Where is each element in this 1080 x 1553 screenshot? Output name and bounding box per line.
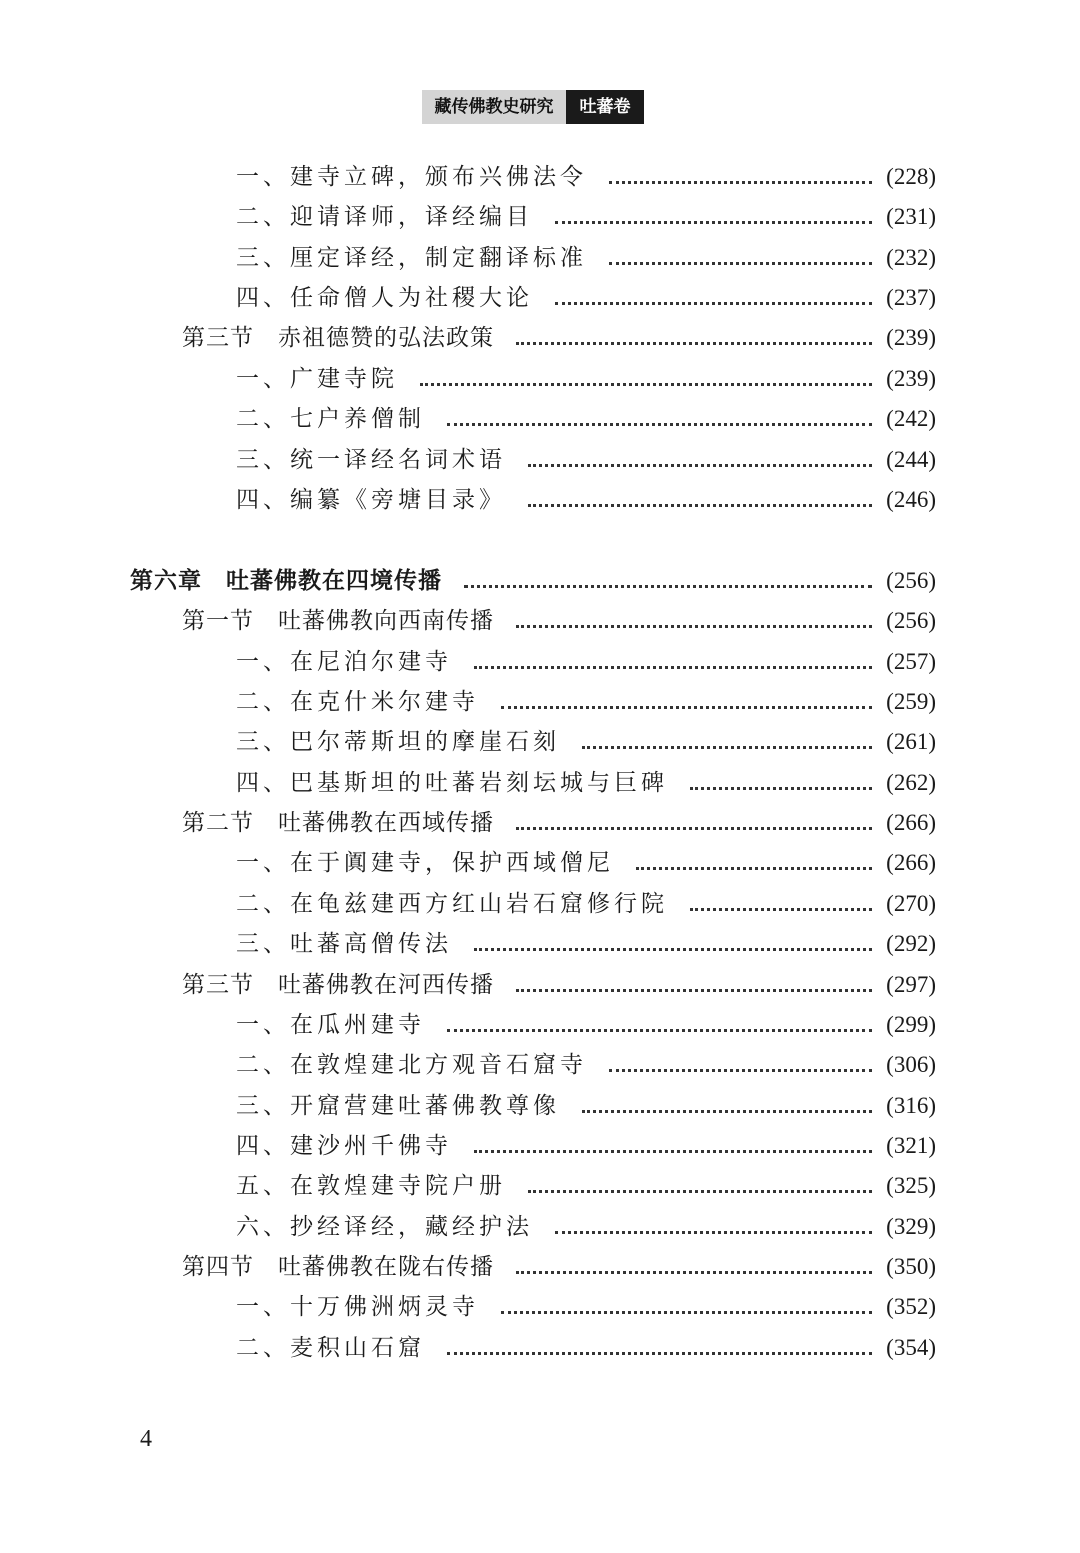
toc-subsection: [236, 445, 936, 475]
toc-entry-page: (239): [886, 366, 936, 391]
toc-subsection: [236, 1333, 936, 1363]
toc-subsection: [236, 1091, 936, 1121]
dot-leader: [447, 1029, 872, 1032]
toc-entry-title: 二、七户养僧制: [236, 406, 425, 432]
toc-section: [182, 323, 936, 353]
running-header: [422, 90, 644, 124]
toc-subsection: [236, 485, 936, 515]
toc-subsection: [236, 364, 936, 394]
toc-entry-title: 一、建寺立碑，颁布兴佛法令: [236, 164, 587, 190]
toc-subsection: [236, 768, 936, 798]
toc-section: [182, 970, 936, 1000]
toc-entry-page: (259): [886, 689, 936, 714]
toc-section: [182, 606, 936, 636]
dot-leader: [420, 383, 872, 386]
toc-entry-title: 四、巴基斯坦的吐蕃岩刻坛城与巨碑: [236, 770, 668, 796]
toc-subsection: [236, 243, 936, 273]
toc-entry-title: 四、编纂《旁塘目录》: [236, 487, 506, 513]
toc-entry-page: (257): [886, 649, 936, 674]
toc-entry-page: (350): [886, 1254, 936, 1279]
toc-subsection: [236, 202, 936, 232]
toc-entry-title: 一、广建寺院: [236, 366, 398, 392]
toc-entry-page: (316): [886, 1093, 936, 1118]
dot-leader: [474, 666, 872, 669]
toc-entry-page: (270): [886, 891, 936, 916]
toc-entry-title: 五、在敦煌建寺院户册: [236, 1173, 506, 1199]
dot-leader: [464, 585, 872, 588]
toc-subsection: [236, 1212, 936, 1242]
dot-leader: [636, 867, 872, 870]
toc-subsection: [236, 687, 936, 717]
toc-entry-page: (299): [886, 1012, 936, 1037]
dot-leader: [474, 948, 872, 951]
dot-leader: [516, 1271, 872, 1274]
toc-entry-title: 三、巴尔蒂斯坦的摩崖石刻: [236, 729, 560, 755]
toc-subsection: [236, 727, 936, 757]
dot-leader: [501, 706, 872, 709]
dot-leader: [690, 908, 872, 911]
toc-entry-page: (232): [886, 245, 936, 270]
toc-entry-title: 第三节 吐蕃佛教在河西传播: [182, 972, 494, 998]
page-number: 4: [140, 1426, 152, 1452]
toc-subsection: [236, 1010, 936, 1040]
toc-entry-page: (321): [886, 1133, 936, 1158]
dot-leader: [609, 262, 872, 265]
dot-leader: [447, 423, 872, 426]
toc-chapter: [130, 566, 936, 596]
toc-entry-title: 一、在瓜州建寺: [236, 1012, 425, 1038]
dot-leader: [447, 1352, 872, 1355]
toc-subsection: [236, 1050, 936, 1080]
toc-entry-title: 三、统一译经名词术语: [236, 447, 506, 473]
toc-entry-page: (256): [886, 568, 936, 593]
dot-leader: [582, 1110, 872, 1113]
toc-entry-page: (239): [886, 325, 936, 350]
toc-subsection: [236, 1292, 936, 1322]
book-title: 藏传佛教史研究: [422, 90, 566, 124]
toc-entry-page: (292): [886, 931, 936, 956]
toc-entry-page: (325): [886, 1173, 936, 1198]
dot-leader: [609, 1069, 872, 1072]
toc-entry-page: (354): [886, 1335, 936, 1360]
toc-entry-title: 三、吐蕃高僧传法: [236, 931, 452, 957]
volume-title: 吐蕃卷: [566, 90, 644, 124]
toc-entry-title: 四、建沙州千佛寺: [236, 1133, 452, 1159]
toc-subsection: [236, 1171, 936, 1201]
toc-entry-title: 第一节 吐蕃佛教向西南传播: [182, 608, 494, 634]
toc-entry-title: 二、麦积山石窟: [236, 1335, 425, 1361]
dot-leader: [474, 1150, 872, 1153]
toc-entry-page: (266): [886, 810, 936, 835]
toc-section: [182, 1252, 936, 1282]
toc-subsection: [236, 162, 936, 192]
toc-entry-page: (237): [886, 285, 936, 310]
dot-leader: [516, 342, 872, 345]
dot-leader: [516, 989, 872, 992]
toc-entry-page: (228): [886, 164, 936, 189]
toc-entry-page: (244): [886, 447, 936, 472]
dot-leader: [528, 1190, 872, 1193]
dot-leader: [528, 504, 872, 507]
dot-leader: [609, 181, 872, 184]
toc-subsection: [236, 1131, 936, 1161]
toc-subsection: [236, 647, 936, 677]
dot-leader: [516, 625, 872, 628]
toc-entry-title: 一、在于阗建寺，保护西域僧尼: [236, 850, 614, 876]
toc-entry-title: 二、迎请译师，译经编目: [236, 204, 533, 230]
toc-entry-page: (256): [886, 608, 936, 633]
toc-entry-title: 一、十万佛洲炳灵寺: [236, 1294, 479, 1320]
toc-entry-page: (246): [886, 487, 936, 512]
dot-leader: [582, 746, 872, 749]
toc-entry-page: (266): [886, 850, 936, 875]
toc-subsection: [236, 283, 936, 313]
toc-entry-page: (329): [886, 1214, 936, 1239]
toc-entry-title: 四、任命僧人为社稷大论: [236, 285, 533, 311]
toc-subsection: [236, 404, 936, 434]
toc-entry-title: 一、在尼泊尔建寺: [236, 649, 452, 675]
toc-entry-title: 三、厘定译经，制定翻译标准: [236, 245, 587, 271]
toc-subsection: [236, 889, 936, 919]
toc-entry-page: (261): [886, 729, 936, 754]
toc-entry-page: (242): [886, 406, 936, 431]
dot-leader: [555, 221, 872, 224]
toc-entry-page: (306): [886, 1052, 936, 1077]
toc-entry-title: 第六章 吐蕃佛教在四境传播: [130, 568, 442, 594]
toc-entry-title: 第三节 赤祖德赞的弘法政策: [182, 325, 494, 351]
toc-entry-page: (297): [886, 972, 936, 997]
toc-entry-title: 三、开窟营建吐蕃佛教尊像: [236, 1093, 560, 1119]
dot-leader: [690, 787, 872, 790]
dot-leader: [516, 827, 872, 830]
dot-leader: [555, 1231, 872, 1234]
toc-entry-title: 二、在克什米尔建寺: [236, 689, 479, 715]
dot-leader: [501, 1311, 872, 1314]
toc-entry-page: (231): [886, 204, 936, 229]
toc-entry-page: (352): [886, 1294, 936, 1319]
toc-subsection: [236, 848, 936, 878]
dot-leader: [555, 302, 872, 305]
toc-entry-title: 第四节 吐蕃佛教在陇右传播: [182, 1254, 494, 1280]
dot-leader: [528, 464, 872, 467]
toc-section: [182, 808, 936, 838]
toc-entry-page: (262): [886, 770, 936, 795]
toc-entry-title: 第二节 吐蕃佛教在西域传播: [182, 810, 494, 836]
toc-entry-title: 六、抄经译经，藏经护法: [236, 1214, 533, 1240]
toc-subsection: [236, 929, 936, 959]
toc-entry-title: 二、在龟兹建西方红山岩石窟修行院: [236, 891, 668, 917]
toc-entry-title: 二、在敦煌建北方观音石窟寺: [236, 1052, 587, 1078]
